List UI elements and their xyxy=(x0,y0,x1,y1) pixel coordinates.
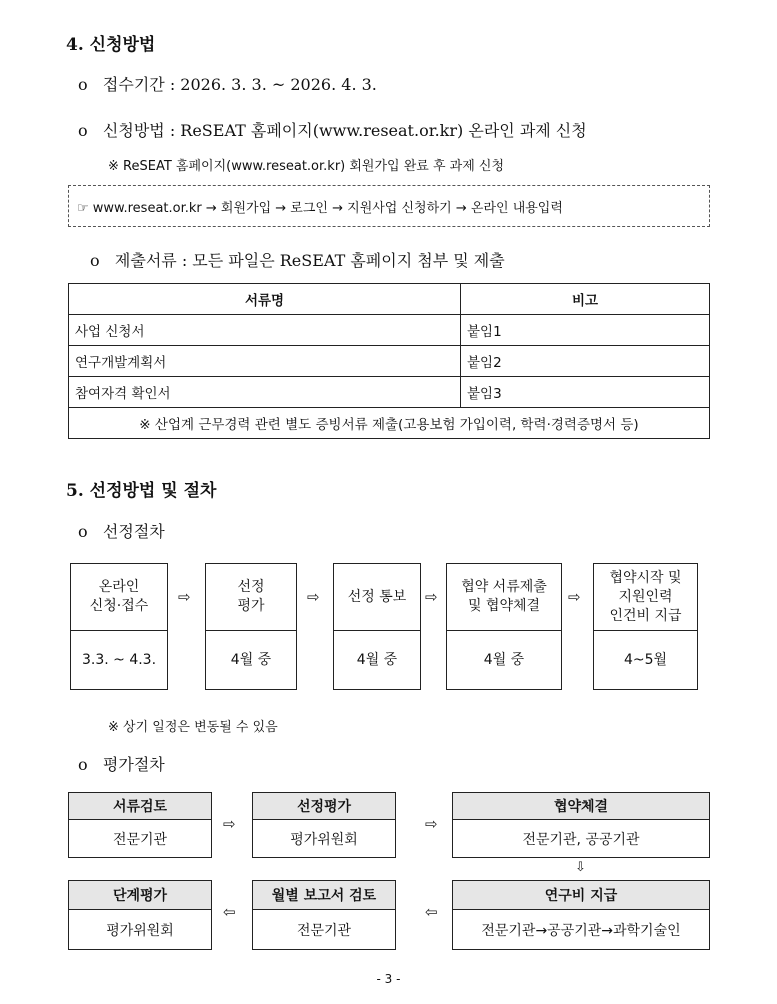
step-1-name xyxy=(70,563,168,631)
section4-title: 4. 신청방법 xyxy=(66,35,156,55)
method-note: ※ ReSEAT 홈페이지(www.reseat.or.kr) 회원가입 완료 후 과제 신청 xyxy=(108,159,505,174)
step-1-line1: 온라인 xyxy=(98,579,140,595)
eval-bottom-1-body: 평가위원회 xyxy=(68,910,212,950)
table-cell: 붙임3 xyxy=(461,377,710,408)
bullet-mark: o xyxy=(78,121,88,140)
application-flow: ☞ www.reseat.or.kr → 회원가입 → 로그인 → 지원사업 신청하기 → 온라인 내용입력 xyxy=(77,200,563,216)
bullet-mark: o xyxy=(90,251,100,270)
table-header: 비고 xyxy=(461,284,710,315)
bullet-docs xyxy=(90,248,505,271)
bullet-mark: o xyxy=(78,75,88,94)
eval-top-1-body: 전문기관 xyxy=(68,820,212,858)
eval-top-1-head: 서류검토 xyxy=(68,792,212,820)
eval-top-2-head: 선정평가 xyxy=(252,792,396,820)
step-2-name xyxy=(205,563,297,631)
arrow-right-icon: ⇨ xyxy=(223,815,236,833)
selection-label: 선정절차 xyxy=(102,522,165,541)
table-cell: 참여자격 확인서 xyxy=(69,377,461,408)
arrow-left-icon: ⇦ xyxy=(425,903,438,921)
eval-bottom-1-head: 단계평가 xyxy=(68,880,212,910)
bullet-selection xyxy=(78,519,165,542)
bullet-mark: o xyxy=(78,522,88,541)
table-row xyxy=(69,346,710,377)
eval-bottom-2-body: 전문기관 xyxy=(252,910,396,950)
step-5-line2: 지원인력 xyxy=(618,588,673,605)
step-1-date: 3.3. ~ 4.3. xyxy=(70,630,168,690)
section5-title: 5. 선정방법 및 절차 xyxy=(66,481,217,501)
step-4-date: 4월 중 xyxy=(446,630,562,690)
arrow-right-icon: ⇨ xyxy=(568,588,581,606)
table-cell: 연구개발계획서 xyxy=(69,346,461,377)
step-4-line2: 및 협약체결 xyxy=(467,598,541,614)
step-2-line1: 선정 xyxy=(237,579,265,595)
eval-top-3-body: 전문기관, 공공기관 xyxy=(452,820,710,858)
eval-top-2-body: 평가위원회 xyxy=(252,820,396,858)
schedule-note: ※ 상기 일정은 변동될 수 있음 xyxy=(108,720,278,735)
table-cell: 붙임1 xyxy=(461,315,710,346)
step-5-name xyxy=(593,563,698,631)
page-number: - 3 - xyxy=(376,972,401,986)
step-3-date: 4월 중 xyxy=(333,630,421,690)
application-flow-box xyxy=(68,185,710,227)
arrow-right-icon: ⇨ xyxy=(307,588,320,606)
eval-label: 평가절차 xyxy=(102,755,165,774)
table-cell: 사업 신청서 xyxy=(69,315,461,346)
period-text: 접수기간 : 2026. 3. 3. ~ 2026. 4. 3. xyxy=(102,75,377,94)
table-header-row xyxy=(69,284,710,315)
step-5-line3: 인건비 지급 xyxy=(609,607,682,624)
eval-bottom-3-head: 연구비 지급 xyxy=(452,880,710,910)
method-text: 신청방법 : ReSEAT 홈페이지(www.reseat.or.kr) 온라인 과제 신청 xyxy=(102,121,587,140)
arrow-right-icon: ⇨ xyxy=(178,588,191,606)
step-4-line1: 협약 서류제출 xyxy=(461,579,547,595)
step-3-name: 선정 통보 xyxy=(333,563,421,631)
step-4-name xyxy=(446,563,562,631)
bullet-method xyxy=(78,118,587,141)
table-row xyxy=(69,377,710,408)
table-footnote: ※ 산업계 근무경력 관련 별도 증빙서류 제출(고용보험 가입이력, 학력·경력증명서 등) xyxy=(69,408,710,439)
table-footnote-row xyxy=(69,408,710,439)
step-5-date: 4~5월 xyxy=(593,630,698,690)
bullet-mark: o xyxy=(78,755,88,774)
table-header: 서류명 xyxy=(69,284,461,315)
step-5-line1: 협약시작 및 xyxy=(609,569,682,586)
arrow-right-icon: ⇨ xyxy=(425,588,438,606)
arrow-left-icon: ⇦ xyxy=(223,903,236,921)
arrow-down-icon: ⇩ xyxy=(575,860,586,875)
step-2-date: 4월 중 xyxy=(205,630,297,690)
bullet-period xyxy=(78,72,377,95)
documents-table xyxy=(68,283,710,439)
bullet-eval xyxy=(78,752,165,775)
docs-text: 제출서류 : 모든 파일은 ReSEAT 홈페이지 첨부 및 제출 xyxy=(114,251,505,270)
step-2-line2: 평가 xyxy=(237,598,265,614)
step-1-line2: 신청·접수 xyxy=(89,598,149,614)
table-cell: 붙임2 xyxy=(461,346,710,377)
eval-bottom-3-body: 전문기관→공공기관→과학기술인 xyxy=(452,910,710,950)
eval-bottom-2-head: 월별 보고서 검토 xyxy=(252,880,396,910)
table-row xyxy=(69,315,710,346)
arrow-right-icon: ⇨ xyxy=(425,815,438,833)
eval-top-3-head: 협약체결 xyxy=(452,792,710,820)
